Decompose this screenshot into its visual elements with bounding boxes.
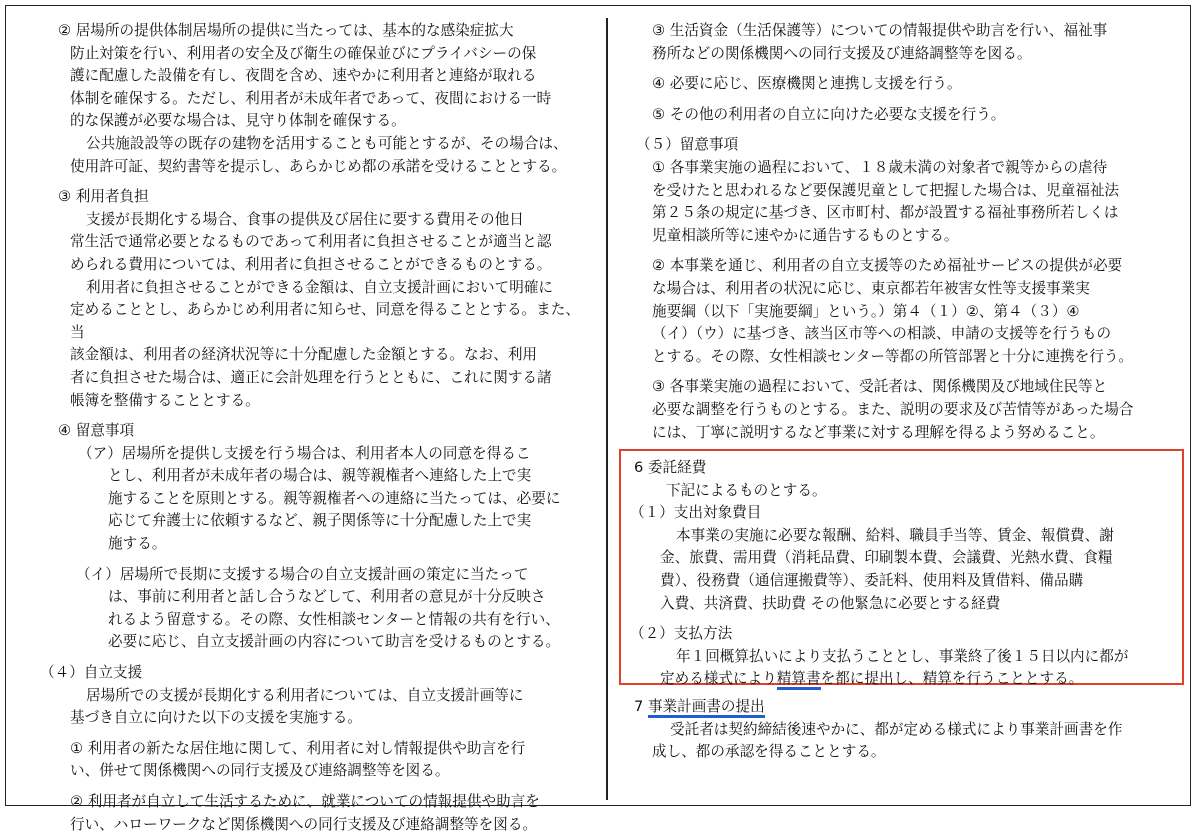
section-2-provision xyxy=(48,20,588,178)
text-line: （イ）（ウ）に基づき、該当区市等への相談、申請の支援等を行うもの xyxy=(652,325,1112,343)
text-line: 該金額は、利用者の経済状況等に十分配慮した金額とする。なお、利用 xyxy=(70,346,538,364)
text-line: 居場所での支援が長期化する利用者については、自立支援計画等に xyxy=(86,686,524,704)
support-item-3 xyxy=(642,20,1180,65)
text-line xyxy=(634,668,1179,691)
text-line: 支援が長期化する場合、食事の提供及び居住に要する費用その他日 xyxy=(86,210,524,228)
text-line: 受託者は契約締結後速やかに、都が定める様式により事業計画書を作 xyxy=(670,720,1123,738)
text-line: 費）、役務費（通信運搬費等）、委託料、使用料及賃借料、備品購 xyxy=(660,571,1084,589)
left-column xyxy=(40,20,588,836)
text-line: 成し、都の承認を得ることとする。 xyxy=(652,743,886,761)
section-heading: （４）自立支援 xyxy=(40,664,143,682)
text-line: な場合は、利用者の状況に応じ、東京都若年被害女性等支援事業実 xyxy=(652,279,1090,297)
text-line: ③ 各事業実施の過程において、受託者は、関係機関及び地域住民等と xyxy=(652,378,1108,396)
text-line: 施要綱（以下「実施要綱」という。）第４（１）②、第４（３）④ xyxy=(652,302,1080,320)
text-line: とし、利用者が未成年者の場合は、親等親権者へ連絡した上で実 xyxy=(108,467,532,485)
support-item-5: ⑤ その他の利用者の自立に向けた必要な支援を行う。 xyxy=(652,105,1006,123)
text-line: 応じて弁護士に依頼するなど、親子関係等に十分配慮した上で実 xyxy=(108,512,532,530)
section-5-notes xyxy=(636,134,1180,444)
text-line: ① 利用者の新たな居住地に関して、利用者に対し情報提供や助言を行 xyxy=(70,739,526,757)
text-line: 施することを原則とする。親等親権者への連絡に当たっては、必要に xyxy=(108,489,561,507)
text-line: れるよう留意する。その際、女性相談センターと情報の共有を行い、 xyxy=(108,610,560,628)
text-fragment: 定める様式により xyxy=(660,670,777,688)
underlined-heading: 事業計画書の提出 xyxy=(648,698,765,718)
text-line: 公共施設設等の既存の建物を活用することも可能とするが、その場合は、 xyxy=(86,134,568,152)
right-column xyxy=(636,20,1180,444)
text-line: 常生活で通常必要となるものであって利用者に負担させることが適当と認 xyxy=(70,233,552,251)
note-a xyxy=(48,443,588,466)
section-heading: （５）留意事項 xyxy=(636,136,739,154)
text-line: 年１回概算払いにより支払うこととし、事業終了後１５日以内に都が xyxy=(676,647,1129,665)
section-heading: ④ 留意事項 xyxy=(58,422,135,440)
section-3-user-burden xyxy=(48,186,588,412)
subsection-heading: （２）支払方法 xyxy=(630,625,733,643)
text-line: 下記によるものとする。 xyxy=(666,481,827,499)
section-heading: ③ 利用者負担 xyxy=(58,188,149,206)
text-line: 基づき自立に向けた以下の支援を実施する。 xyxy=(70,709,362,727)
text-line: 者に負担させた場合は、適正に会計処理を行うとともに、これに関する諸 xyxy=(70,368,552,386)
column-divider xyxy=(606,18,608,800)
section-7-business-plan xyxy=(634,696,1179,764)
text-line: （ア）居場所を提供し支援を行う場合は、利用者本人の同意を得るこ xyxy=(78,444,531,462)
underlined-settlement-statement: 精算書 xyxy=(777,670,821,690)
text-line: ② 居場所の提供体制居場所の提供に当たっては、基本的な感染症拡大 xyxy=(58,22,514,39)
text-line: 護に配慮した設備を有し、夜間を含め、速やかに利用者と連絡が取れる xyxy=(70,67,537,85)
text-line: い、併せて関係機関への同行支援及び連絡調整等を図る。 xyxy=(70,762,450,780)
text-line: 必要に応じ、自立支援計画の内容について助言を受けるものとする。 xyxy=(108,633,561,651)
text-line: 定めることとし、あらかじめ利用者に知らせ、同意を得ることとする。また、当 xyxy=(70,301,580,341)
text-line: 第２５条の規定に基づき、区市町村、都が設置する福祉事務所若しくは xyxy=(652,204,1119,222)
text-line: 必要な調整を行うものとする。また、説明の要求及び苦情等があった場合 xyxy=(652,400,1134,418)
section-4-notes xyxy=(48,420,588,654)
section-heading xyxy=(634,696,1179,719)
section-heading: 6 委託経費 xyxy=(634,459,707,476)
text-line: 利用者に負担させることができる金額は、自立支援計画において明確に xyxy=(86,278,554,296)
text-line: ② 本事業を通じ、利用者の自立支援等のため福祉サービスの提供が必要 xyxy=(652,257,1123,275)
text-line: 児童相談所等に速やかに通告するものとする。 xyxy=(652,226,959,244)
section-self-support xyxy=(40,662,588,836)
text-fragment: を都に提出し、精算を行うこととする。 xyxy=(820,670,1084,688)
text-line: ② 利用者が自立して生活するために、就業についての情報提供や助言を xyxy=(70,793,540,810)
text-line: 帳簿を整備することとする。 xyxy=(70,391,260,409)
section-number: 7 xyxy=(634,698,644,715)
text-line: ① 各事業実施の過程において、１８歳未満の対象者で親等からの虐待 xyxy=(652,158,1108,176)
text-line: 金、旅費、需用費（消耗品費、印刷製本費、会議費、光熱水費、食糧 xyxy=(660,549,1113,567)
text-line: には、丁寧に説明するなど事業に対する理解を得るよう努めること。 xyxy=(652,423,1105,441)
text-line: （イ）居場所で長期に支援する場合の自立支援計画の策定に当たって xyxy=(76,565,529,583)
text-line: められる費用については、利用者に負担させることができるものとする。 xyxy=(70,255,552,273)
text-line: 的な保護が必要な場合は、見守り体制を確保する。 xyxy=(70,112,406,130)
text-line: 体制を確保する。ただし、利用者が未成年者であって、夜間における一時 xyxy=(70,89,552,107)
text-line: とする。その際、女性相談センター等都の所管部署と十分に連携を行う。 xyxy=(652,347,1134,365)
section-6-commission-costs xyxy=(630,457,1179,691)
text-line: ③ 生活資金（生活保護等）についての情報提供や助言を行い、福祉事 xyxy=(652,22,1108,39)
text-line: 行い、ハローワークなど関係機関への同行支援及び連絡調整等を図る。 xyxy=(70,815,538,833)
text-line: は、事前に利用者と話し合うなどして、利用者の意見が十分反映さ xyxy=(108,588,546,606)
text-line: 務所などの関係機関への同行支援及び連絡調整等を図る。 xyxy=(652,44,1032,62)
text-line: 施する。 xyxy=(108,535,167,553)
text-line: を受けたと思われるなど要保護児童として把握した場合は、児童福祉法 xyxy=(652,181,1120,199)
text-line: 入費、共済費、扶助費 その他緊急に必要とする経費 xyxy=(660,594,1001,612)
support-item-4: ④ 必要に応じ、医療機関と連携し支援を行う。 xyxy=(652,75,962,93)
text-line: 本事業の実施に必要な報酬、給料、職員手当等、賃金、報償費、謝 xyxy=(676,526,1114,544)
text-line: 防止対策を行い、利用者の安全及び衛生の確保並びにプライバシーの保 xyxy=(70,44,537,62)
subsection-heading: （１）支出対象費目 xyxy=(630,504,762,522)
text-line: 使用許可証、契約書等を提示し、あらかじめ都の承諾を受けることとする。 xyxy=(70,157,567,175)
